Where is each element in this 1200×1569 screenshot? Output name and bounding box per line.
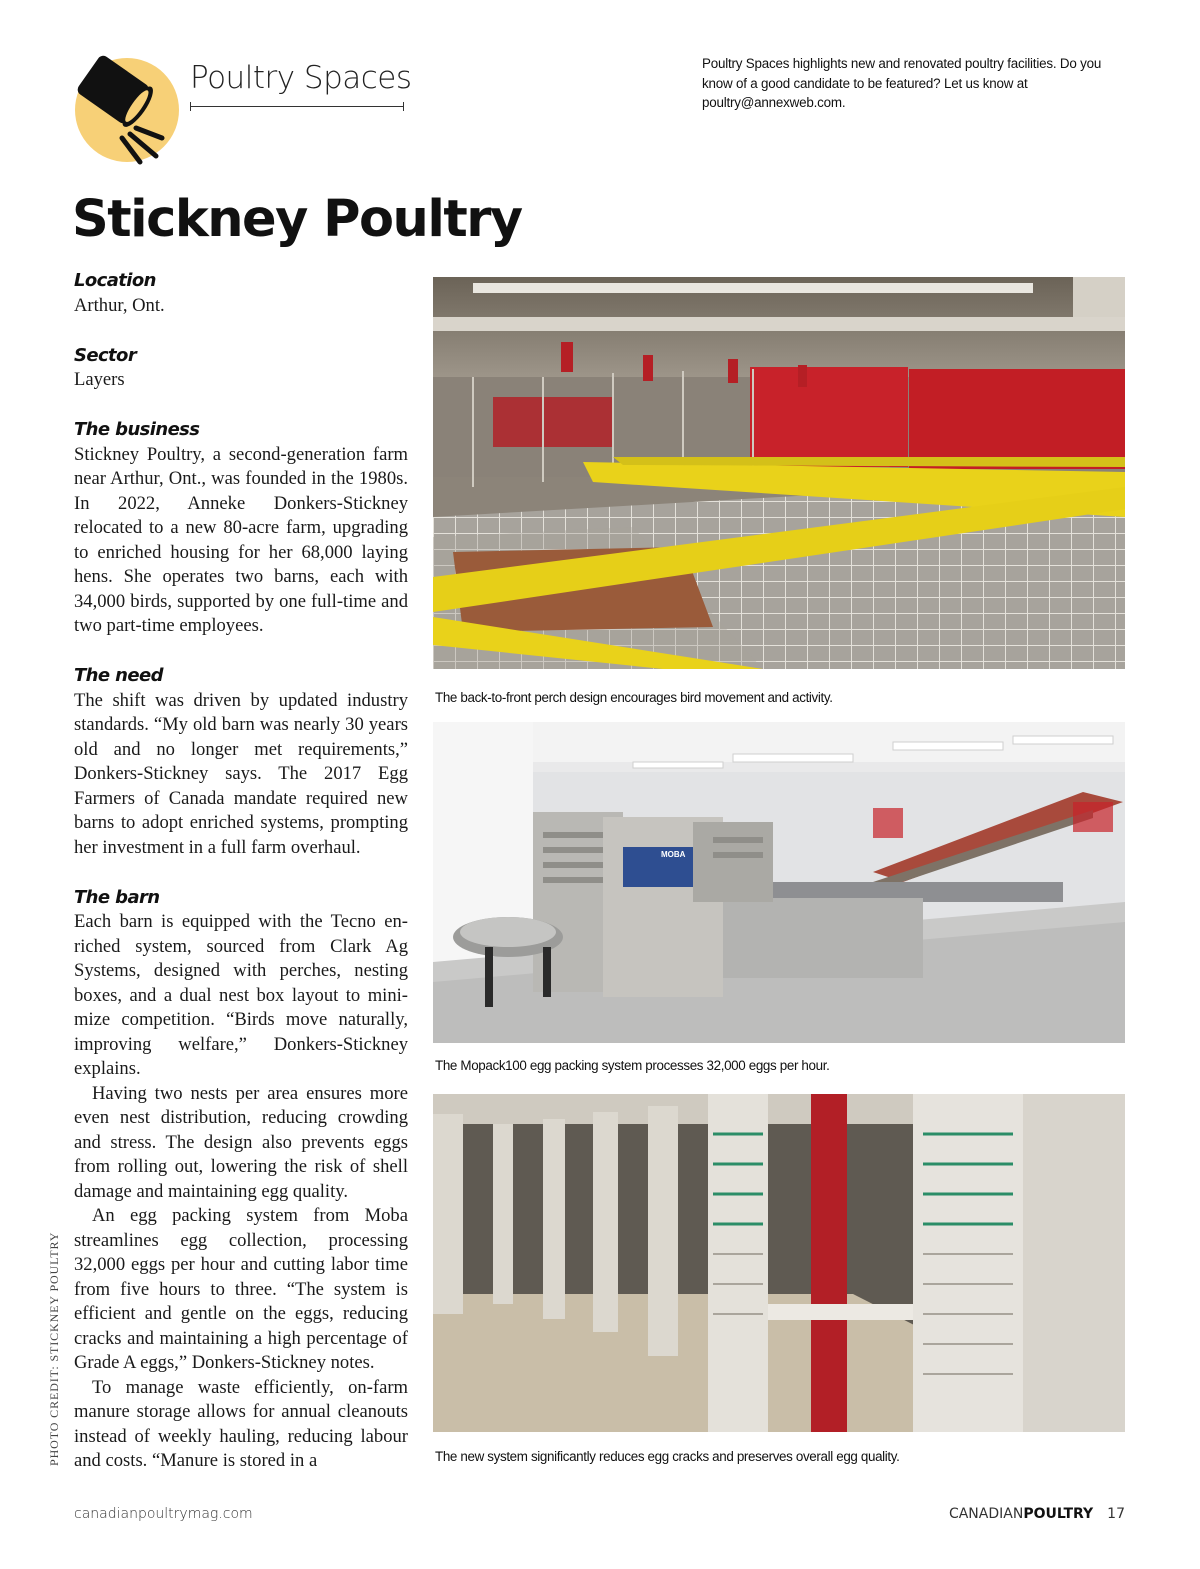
spotlight-icon (70, 52, 185, 170)
need-heading: The need (74, 665, 163, 686)
footer-magazine (949, 1506, 1125, 1522)
article-body (74, 268, 408, 1474)
barn-paragraph-1: Each barn is equipped with the Tecno enriched system, sourced from Clark Ag Systems, designed with perches, nesting boxes, and a dual nest box layout to minimize competition. “Birds move naturally, improving welfare,” Donkers-Stickney explains. (74, 911, 408, 1079)
section-intro: Poultry Spaces highlights new and renovated poultry facilities. Do you know of a good candidate to be featured? Let us know at poultry@annexweb.com. (702, 56, 1102, 110)
business-heading: The business (74, 419, 200, 440)
sector-heading: Sector (74, 344, 137, 366)
barn-paragraph-2: Having two nests per area ensures more even nest distribution, reducing crowding and stress. The design also prevents eggs from rolling out, lowering the risk of shell damage and maintaining egg quality. (74, 1082, 408, 1202)
section-rule (190, 106, 404, 107)
location-value: Arthur, Ont. (74, 294, 165, 316)
photo-caption-1: The back-to-front perch design encourages bird movement and activity. (435, 690, 833, 705)
barn-heading: The barn (74, 886, 160, 908)
perch-photo (433, 277, 1125, 669)
footer-website[interactable]: canadianpoultrymag.com (74, 1506, 253, 1522)
business-paragraph: Stickney Poultry, a second-generation farm near Arthur, Ont., was founded in the 1980s. In 2022, Anneke Donkers-Stickney relocated to a new 80-acre farm, upgrading to enriched housing for her 68,000 laying hens. She operates two barns, each with 34,000 birds, supported by one full-time and two part-time employees. (74, 443, 408, 636)
need-paragraph: The shift was driven by updated industry standards. “My old barn was nearly 30 years old and no longer met requirements,” Donkers-Stickney says. The 2017 Egg Farmers of Canada mandate required new barns to adopt enriched systems, prompting her investment in a full farm overhaul. (74, 689, 408, 858)
location-heading: Location (74, 270, 156, 291)
footer-mag-bold: POULTRY (1023, 1506, 1094, 1522)
photo-caption-2: The Mopack100 egg packing system processes 32,000 eggs per hour. (435, 1058, 830, 1073)
page-number: 17 (1107, 1506, 1125, 1522)
housing-rows-photo (433, 1094, 1125, 1432)
article-title: Stickney Poultry (72, 190, 522, 249)
photo-credit: PHOTO CREDIT: STICKNEY POULTRY (47, 1231, 61, 1466)
barn-paragraph-3: An egg packing system from Moba streamlines egg collection, processing 32,000 eggs per hour and cutting labor time from five hours to three. “The system is efficient and gentle on the eggs, reducing cracks and maintaining a high percentage of Grade A eggs,” Donkers-Stickney notes. (74, 1205, 408, 1373)
footer-mag-prefix: CANADIAN (948, 1506, 1024, 1522)
egg-packer-photo (433, 722, 1125, 1043)
sector-value: Layers (74, 369, 125, 390)
photo-caption-3: The new system significantly reduces egg cracks and preserves overall egg quality. (435, 1449, 900, 1464)
barn-paragraph-4: To manage waste efficiently, on-farm manure storage allows for annual cleanouts instead of weekly hauling, reducing labour and costs. “Manure is stored in a (74, 1376, 408, 1471)
section-name: Poultry Spaces (190, 60, 412, 96)
moba-label: MOBA (661, 850, 686, 859)
